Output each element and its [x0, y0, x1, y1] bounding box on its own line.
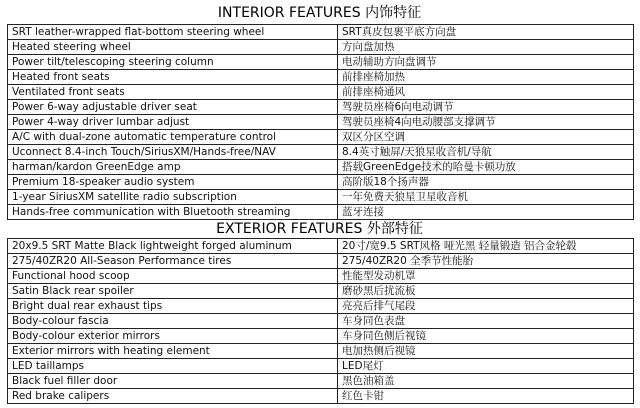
- table-row: [8, 344, 634, 359]
- interior-features-table: [7, 24, 634, 220]
- feature-en: Power tilt/telescoping steering column: [8, 55, 338, 70]
- feature-en: Heated front seats: [8, 70, 338, 85]
- feature-zh: 前排座椅通风: [338, 85, 634, 100]
- table-row: [8, 130, 634, 145]
- feature-zh: 20寸/宽9.5 SRT风格 哑光黑 轻量锻造 铝合金轮毂: [338, 239, 634, 254]
- table-row: [8, 160, 634, 175]
- feature-zh: 电动辅助方向盘调节: [338, 55, 634, 70]
- feature-zh: 亮亮后排气尾段: [338, 299, 634, 314]
- feature-en: A/C with dual-zone automatic temperature control: [8, 130, 338, 145]
- feature-en: Premium 18-speaker audio system: [8, 175, 338, 190]
- feature-en: SRT leather-wrapped flat-bottom steering wheel: [8, 25, 338, 40]
- table-row: [8, 299, 634, 314]
- feature-zh: 双区分区空调: [338, 130, 634, 145]
- table-row: [8, 314, 634, 329]
- exterior-features-title: EXTERIOR FEATURES 外部特征: [216, 221, 423, 237]
- feature-en: LED taillamps: [8, 359, 338, 374]
- feature-zh: 方向盘加热: [338, 40, 634, 55]
- feature-zh: 磨砂黑后扰流板: [338, 284, 634, 299]
- feature-zh: 驾驶员座椅6向电动调节: [338, 100, 634, 115]
- feature-en: Heated steering wheel: [8, 40, 338, 55]
- feature-zh: 电加热侧后视镜: [338, 344, 634, 359]
- feature-zh: LED尾灯: [338, 359, 634, 374]
- feature-zh: 蓝牙连接: [338, 205, 634, 220]
- table-row: [8, 374, 634, 389]
- feature-zh: 高阶版18个扬声器: [338, 175, 634, 190]
- feature-en: Ventilated front seats: [8, 85, 338, 100]
- feature-en: 275/40ZR20 All-Season Performance tires: [8, 254, 338, 269]
- table-row: [8, 269, 634, 284]
- feature-en: Satin Black rear spoiler: [8, 284, 338, 299]
- feature-en: Power 6-way adjustable driver seat: [8, 100, 338, 115]
- table-row: [8, 359, 634, 374]
- feature-en: Body-colour exterior mirrors: [8, 329, 338, 344]
- table-row: [8, 389, 634, 404]
- table-row: [8, 329, 634, 344]
- feature-zh: 前排座椅加热: [338, 70, 634, 85]
- table-row: [8, 55, 634, 70]
- feature-en: 20x9.5 SRT Matte Black lightweight forged aluminum: [8, 239, 338, 254]
- table-row: [8, 70, 634, 85]
- feature-zh: SRT真皮包裹平底方向盘: [338, 25, 634, 40]
- feature-zh: 一年免费天狼星卫星收音机: [338, 190, 634, 205]
- feature-zh: 搭载GreenEdge技术的哈曼卡顿功放: [338, 160, 634, 175]
- feature-en: Exterior mirrors with heating element: [8, 344, 338, 359]
- feature-zh: 红色卡钳: [338, 389, 634, 404]
- feature-en: Bright dual rear exhaust tips: [8, 299, 338, 314]
- feature-en: Uconnect 8.4-inch Touch/SiriusXM/Hands-free/NAV: [8, 145, 338, 160]
- feature-en: Functional hood scoop: [8, 269, 338, 284]
- table-row: [8, 175, 634, 190]
- feature-zh: 车身同色表盘: [338, 314, 634, 329]
- feature-zh: 黑色油箱盖: [338, 374, 634, 389]
- table-row: [8, 190, 634, 205]
- table-row: [8, 40, 634, 55]
- feature-zh: 8.4英寸触屏/天狼星收音机/导航: [338, 145, 634, 160]
- table-row: [8, 115, 634, 130]
- feature-zh: 驾驶员座椅4向电动腰部支撑调节: [338, 115, 634, 130]
- feature-en: harman/kardon GreenEdge amp: [8, 160, 338, 175]
- feature-en: Power 4-way driver lumbar adjust: [8, 115, 338, 130]
- feature-en: Black fuel filler door: [8, 374, 338, 389]
- table-row: [8, 145, 634, 160]
- table-row: [8, 100, 634, 115]
- table-row: [8, 284, 634, 299]
- table-row: [8, 25, 634, 40]
- exterior-features-table: [7, 238, 634, 404]
- feature-zh: 性能型发动机罩: [338, 269, 634, 284]
- feature-zh: 275/40ZR20 全季节性能胎: [338, 254, 634, 269]
- table-row: [8, 254, 634, 269]
- feature-zh: 车身同色侧后视镜: [338, 329, 634, 344]
- feature-en: Body-colour fascia: [8, 314, 338, 329]
- feature-en: Red brake calipers: [8, 389, 338, 404]
- interior-features-title: INTERIOR FEATURES 内饰特征: [217, 5, 422, 21]
- table-row: [8, 205, 634, 220]
- feature-en: 1-year SiriusXM satellite radio subscription: [8, 190, 338, 205]
- table-row: [8, 239, 634, 254]
- table-row: [8, 85, 634, 100]
- feature-en: Hands-free communication with Bluetooth streaming: [8, 205, 338, 220]
